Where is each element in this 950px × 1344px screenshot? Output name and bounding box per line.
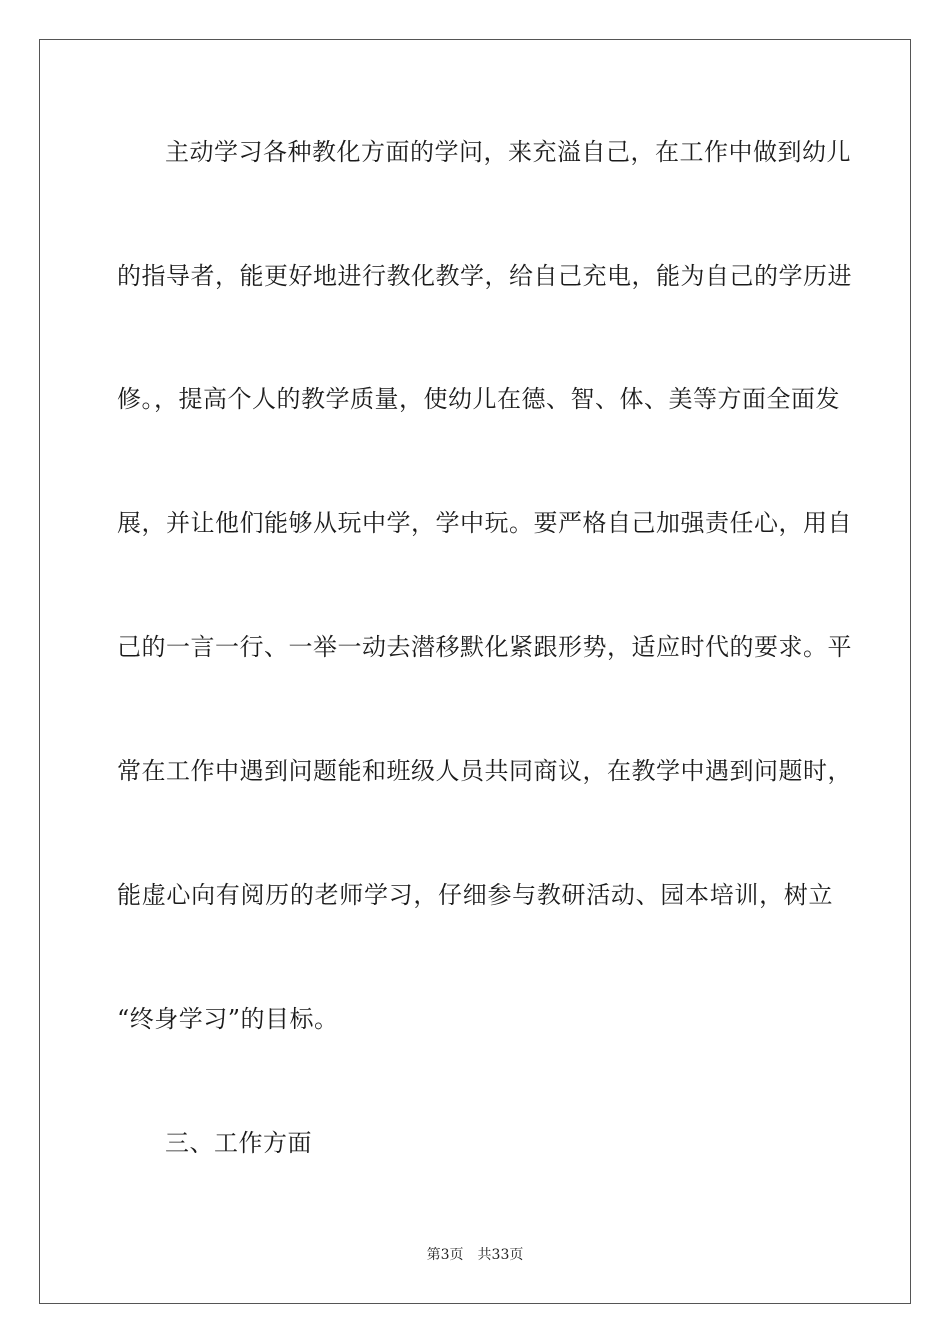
paragraph-line-6: 常在工作中遇到问题能和班级人员共同商议，在教学中遇到问题时， — [117, 757, 852, 785]
paragraph-line-1: 主动学习各种教化方面的学问，来充溢自己，在工作中做到幼儿 — [165, 138, 851, 166]
paragraph-line-2: 的指导者，能更好地进行教化教学，给自己充电，能为自己的学历进 — [117, 262, 852, 290]
page-frame — [39, 39, 911, 1304]
paragraph-line-8: “终身学习”的目标。 — [117, 1005, 339, 1033]
paragraph-line-5: 己的一言一行、一举一动去潜移默化紧跟形势，适应时代的要求。平 — [117, 633, 852, 661]
section-heading: 三、工作方面 — [165, 1129, 312, 1157]
paragraph-line-3: 修。，提高个人的教学质量，使幼儿在德、智、体、美等方面全面发 — [117, 385, 840, 413]
page-number-total: 共33页 — [477, 1247, 524, 1263]
paragraph-line-4: 展，并让他们能够从玩中学，学中玩。要严格自己加强责任心，用自 — [117, 509, 852, 537]
page-number-current: 第3页 — [426, 1247, 464, 1263]
page-footer — [0, 1246, 950, 1264]
paragraph-line-7: 能虚心向有阅历的老师学习，仔细参与教研活动、园本培训，树立 — [117, 881, 833, 909]
